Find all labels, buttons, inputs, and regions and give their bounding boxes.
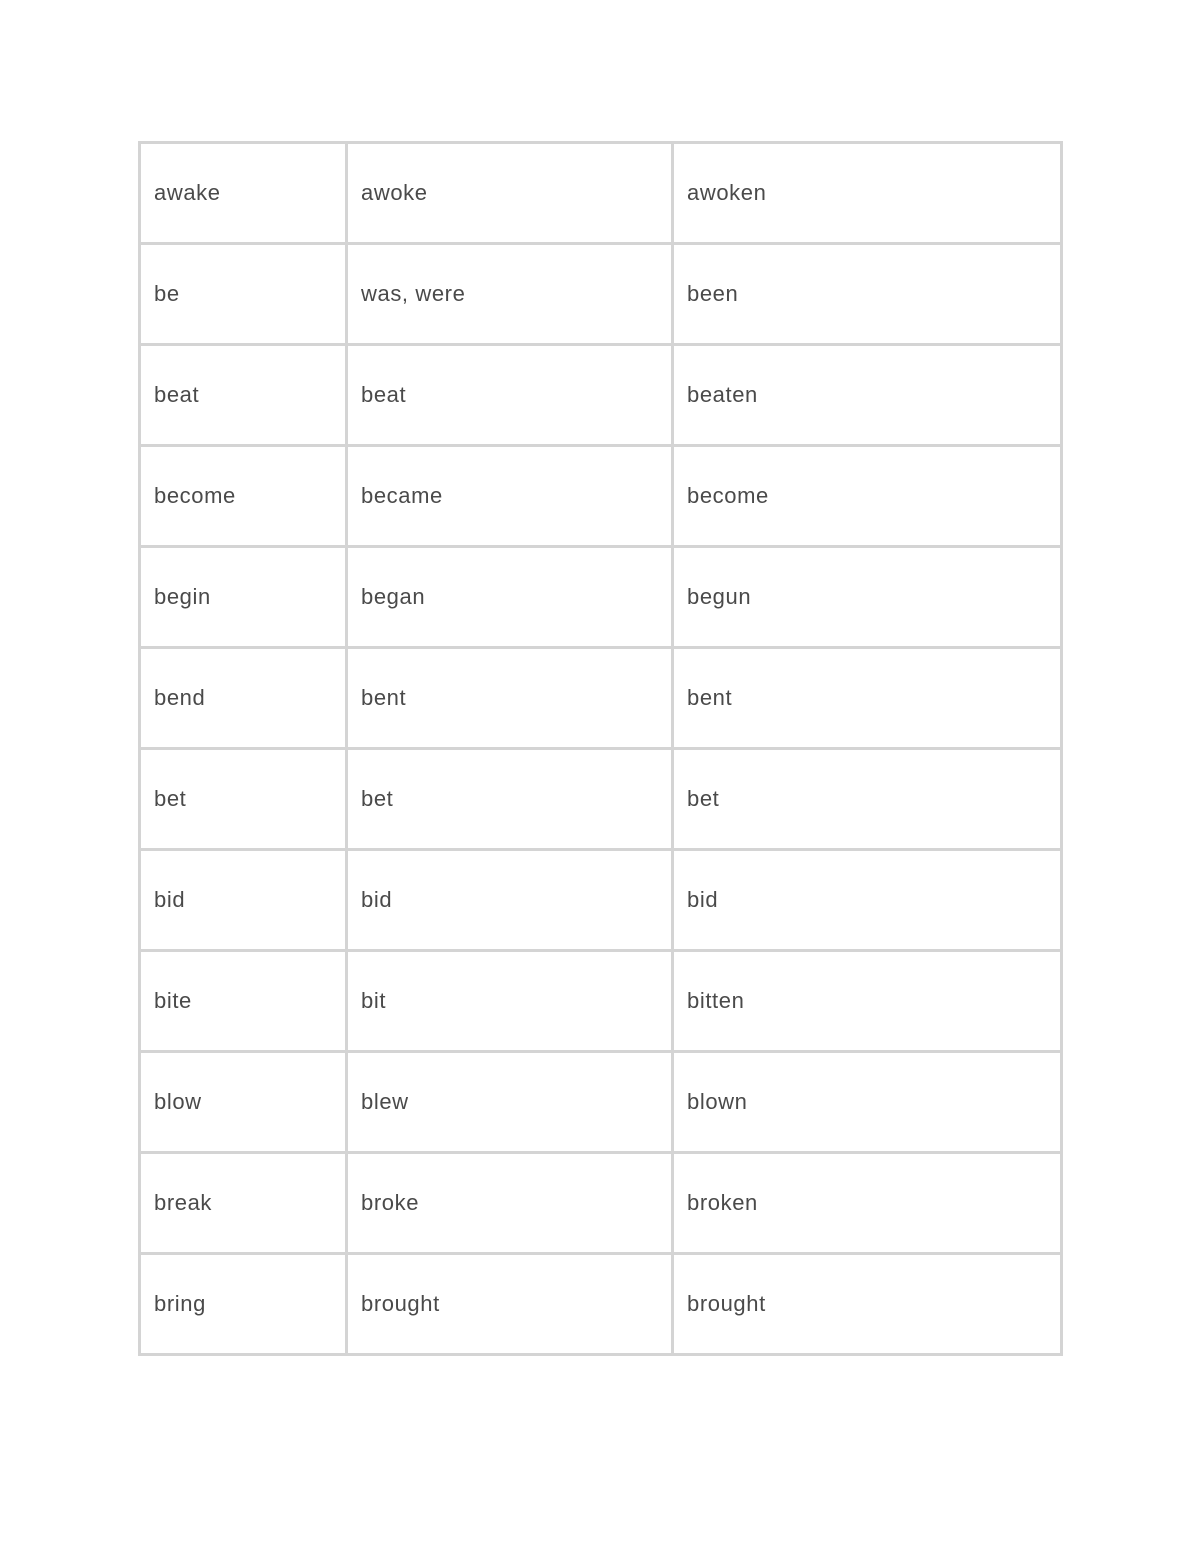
table-row bbox=[140, 648, 1062, 749]
past-participle-cell: bid bbox=[673, 850, 1062, 951]
table-row bbox=[140, 951, 1062, 1052]
base-form-cell: be bbox=[140, 244, 347, 345]
past-simple-cell: bid bbox=[347, 850, 673, 951]
past-participle-cell: begun bbox=[673, 547, 1062, 648]
past-participle-cell: bent bbox=[673, 648, 1062, 749]
past-participle-cell: blown bbox=[673, 1052, 1062, 1153]
past-simple-cell: blew bbox=[347, 1052, 673, 1153]
base-form-cell: bet bbox=[140, 749, 347, 850]
base-form-cell: bend bbox=[140, 648, 347, 749]
past-simple-cell: beat bbox=[347, 345, 673, 446]
base-form-cell: bring bbox=[140, 1254, 347, 1355]
past-participle-cell: been bbox=[673, 244, 1062, 345]
table-row bbox=[140, 1254, 1062, 1355]
past-simple-cell: awoke bbox=[347, 143, 673, 244]
table-row bbox=[140, 1052, 1062, 1153]
base-form-cell: break bbox=[140, 1153, 347, 1254]
verb-table-body bbox=[140, 143, 1062, 1355]
base-form-cell: begin bbox=[140, 547, 347, 648]
base-form-cell: bite bbox=[140, 951, 347, 1052]
past-simple-cell: broke bbox=[347, 1153, 673, 1254]
past-simple-cell: bet bbox=[347, 749, 673, 850]
base-form-cell: blow bbox=[140, 1052, 347, 1153]
past-simple-cell: was, were bbox=[347, 244, 673, 345]
past-participle-cell: bet bbox=[673, 749, 1062, 850]
past-simple-cell: bent bbox=[347, 648, 673, 749]
past-simple-cell: brought bbox=[347, 1254, 673, 1355]
table-row bbox=[140, 143, 1062, 244]
table-row bbox=[140, 446, 1062, 547]
past-participle-cell: become bbox=[673, 446, 1062, 547]
past-participle-cell: broken bbox=[673, 1153, 1062, 1254]
table-row bbox=[140, 749, 1062, 850]
table-row bbox=[140, 345, 1062, 446]
table-row bbox=[140, 850, 1062, 951]
table-row bbox=[140, 1153, 1062, 1254]
base-form-cell: awake bbox=[140, 143, 347, 244]
past-simple-cell: became bbox=[347, 446, 673, 547]
base-form-cell: beat bbox=[140, 345, 347, 446]
past-participle-cell: brought bbox=[673, 1254, 1062, 1355]
past-participle-cell: bitten bbox=[673, 951, 1062, 1052]
irregular-verbs-table bbox=[138, 141, 1063, 1356]
table-row bbox=[140, 244, 1062, 345]
past-simple-cell: began bbox=[347, 547, 673, 648]
past-participle-cell: beaten bbox=[673, 345, 1062, 446]
past-participle-cell: awoken bbox=[673, 143, 1062, 244]
base-form-cell: become bbox=[140, 446, 347, 547]
table-row bbox=[140, 547, 1062, 648]
base-form-cell: bid bbox=[140, 850, 347, 951]
past-simple-cell: bit bbox=[347, 951, 673, 1052]
